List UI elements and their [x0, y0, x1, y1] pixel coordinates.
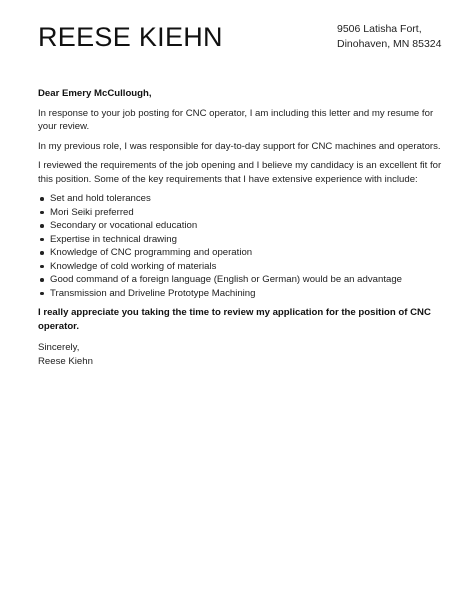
list-item: Secondary or vocational education	[50, 219, 448, 233]
paragraph-previous-role: In my previous role, I was responsible for day-to-day support for CNC machines and operators.	[38, 140, 441, 152]
signoff: Sincerely,	[38, 342, 80, 353]
list-item: Knowledge of cold working of materials	[50, 260, 448, 274]
list-item: Mori Seiki preferred	[50, 206, 448, 220]
paragraph-intro: In response to your job posting for CNC operator, I am including this letter and my resume for your review.	[38, 107, 434, 132]
list-item: Good command of a foreign language (English or German) would be an advantage	[50, 273, 448, 287]
list-item: Knowledge of CNC programming and operation	[50, 246, 448, 260]
signature-name: Reese Kiehn	[38, 355, 93, 367]
list-item: Transmission and Driveline Prototype Machining	[50, 287, 448, 301]
requirements-list	[38, 192, 448, 300]
letter-body	[38, 87, 448, 368]
applicant-address	[337, 22, 441, 52]
paragraph-requirements: I reviewed the requirements of the job opening and I believe my candidacy is an excellent fit for this position. Some of the key requirements that I have extensive experience with include:	[38, 160, 442, 185]
salutation: Dear Emery McCullough,	[38, 88, 152, 99]
closing-statement: I really appreciate you taking the time to review my application for the position of CNC operator.	[38, 307, 431, 332]
address-line-1: 9506 Latisha Fort,	[337, 23, 422, 35]
list-item: Set and hold tolerances	[50, 192, 448, 206]
list-item: Expertise in technical drawing	[50, 233, 448, 247]
letter-header	[38, 18, 442, 68]
address-line-2: Dinohaven, MN 85324	[337, 38, 442, 50]
applicant-name: REESE KIEHN	[38, 22, 223, 52]
